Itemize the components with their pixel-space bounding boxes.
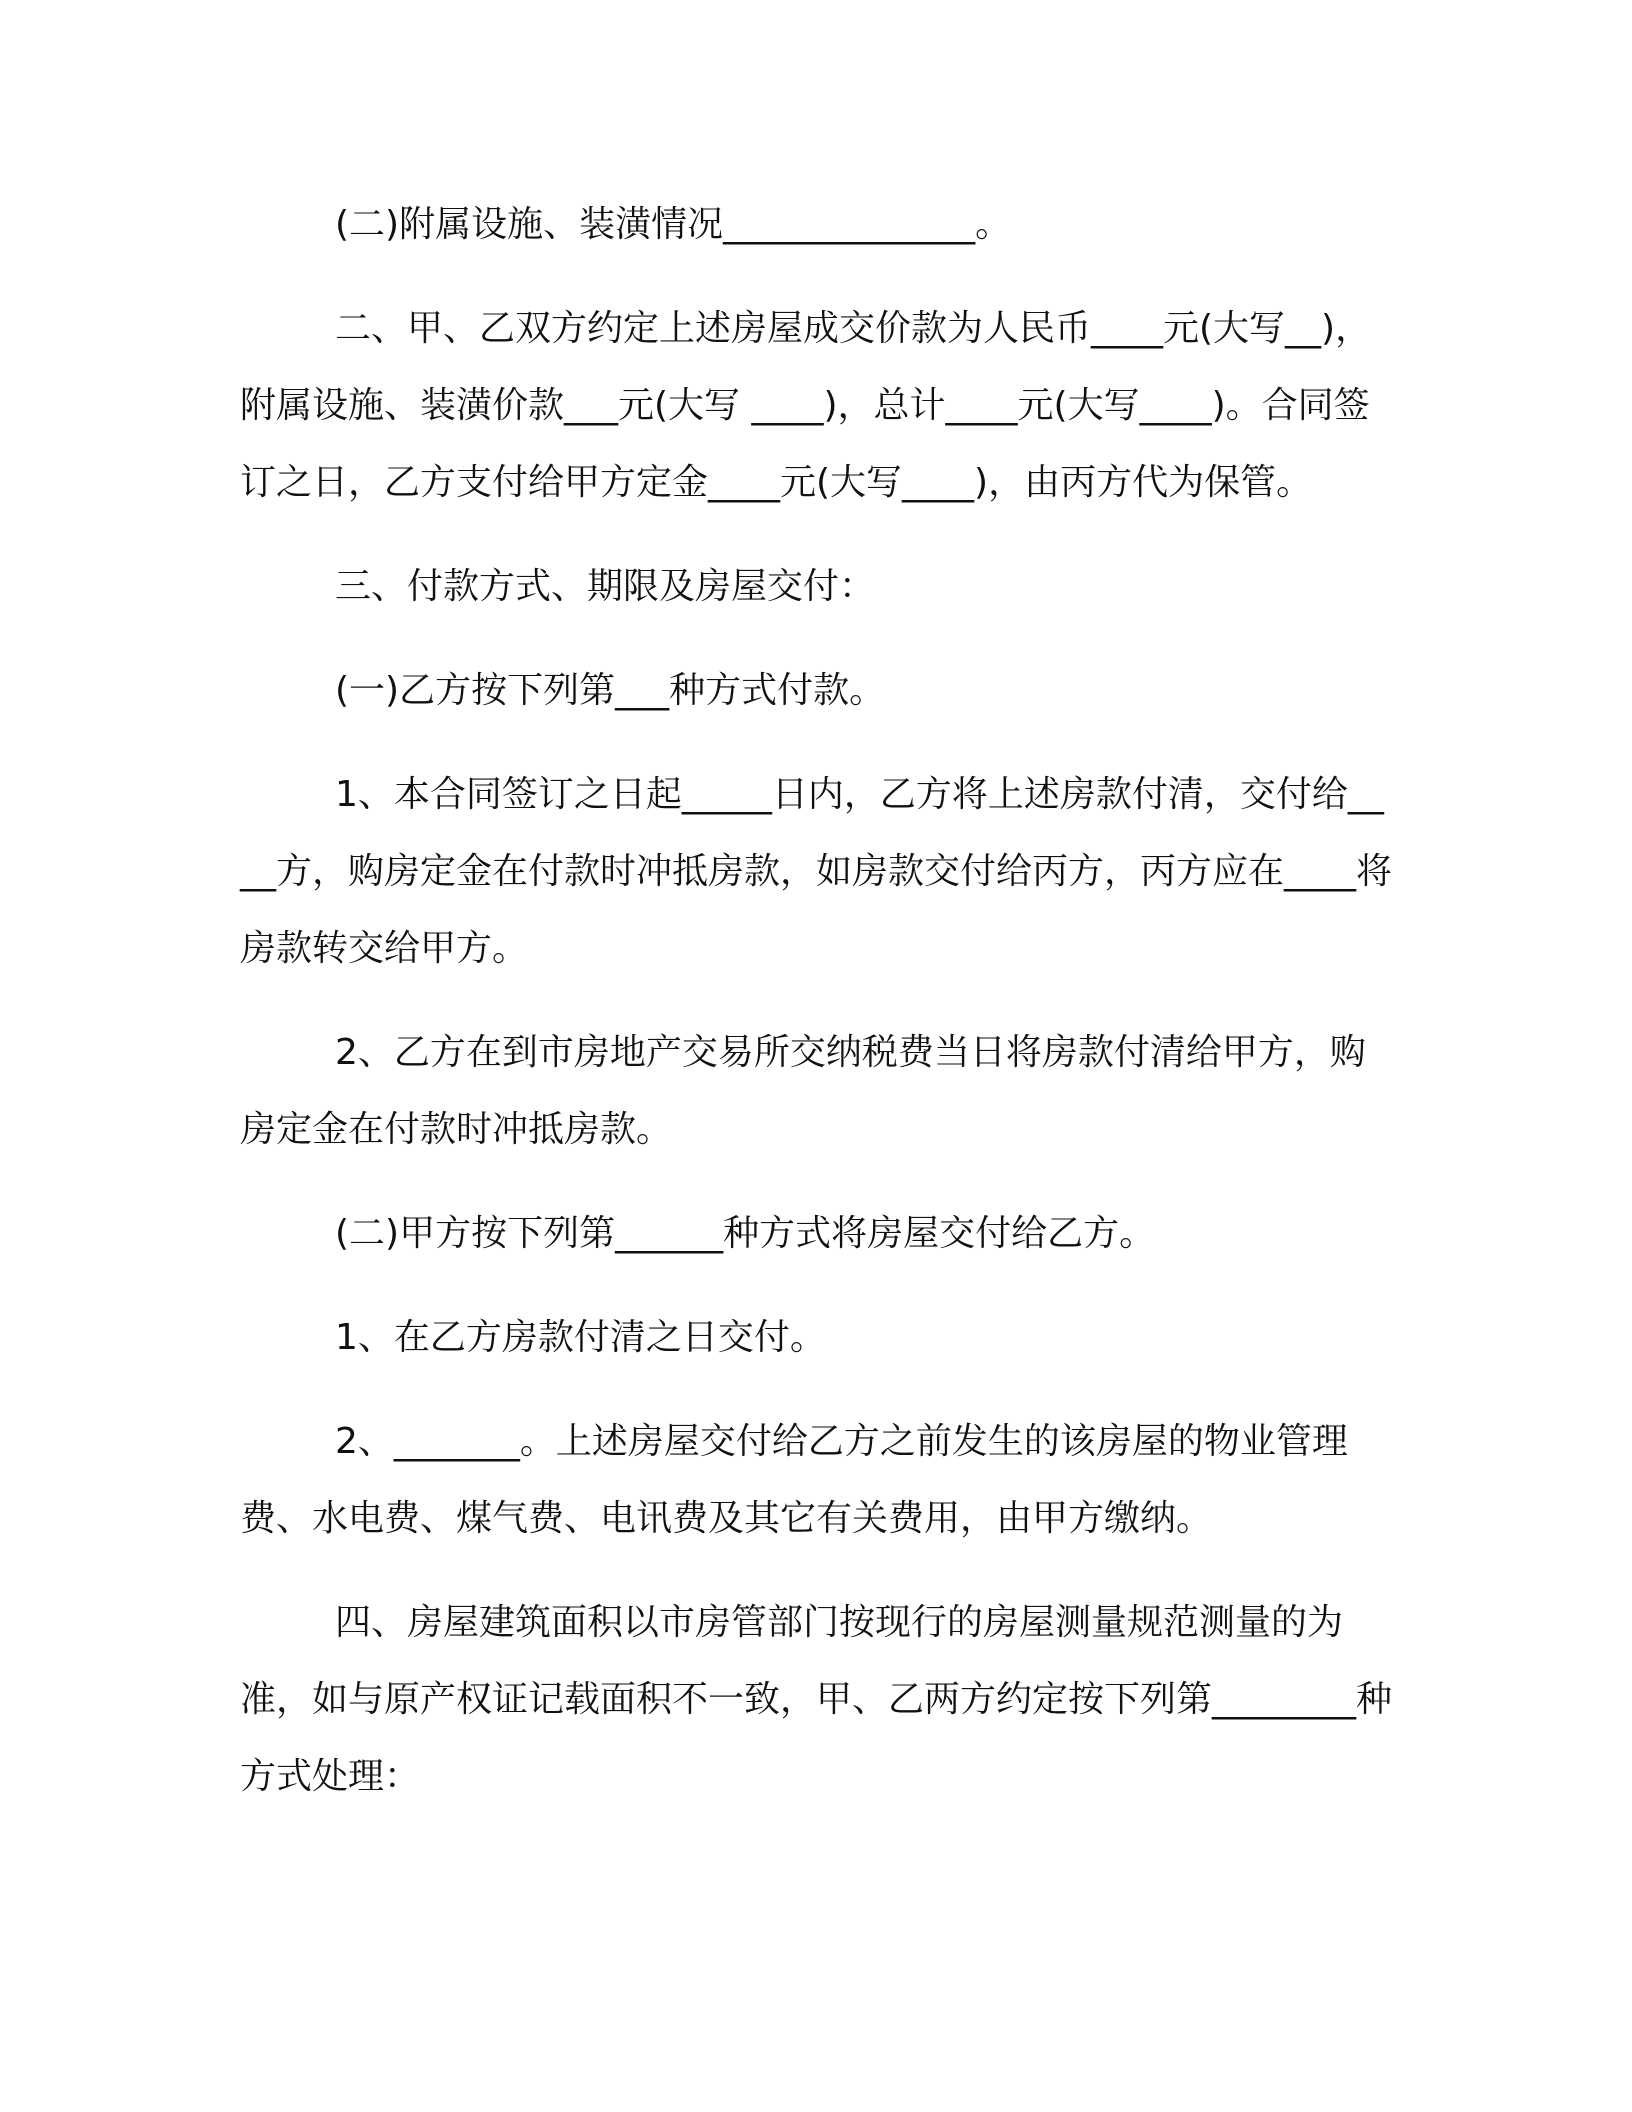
paragraph-gap: [240, 1168, 1400, 1195]
paragraph-gap: [240, 263, 1400, 290]
paragraph-gap: [240, 1557, 1400, 1584]
paragraph-payment-option-1: 1、本合同签订之日起_____日内，乙方将上述房款付清，交付给____方，购房定金在付款时冲抵房款，如房款交付给丙方，丙方应在____将房款转交给甲方。: [240, 774, 1393, 969]
document-body: [240, 186, 1400, 1815]
paragraph-gap: [240, 1376, 1400, 1403]
paragraph-payment-option-2: 2、乙方在到市房地产交易所交纳税费当日将房款付清给甲方，购房定金在付款时冲抵房款。: [240, 1032, 1366, 1150]
paragraph-payment-heading: 三、付款方式、期限及房屋交付：: [335, 566, 876, 607]
paragraph-gap: [240, 1272, 1400, 1299]
paragraph-price-agreement: 二、甲、乙双方约定上述房屋成交价款为人民币____元(大写__)，附属设施、装潢价款___元(大写 ____)，总计____元(大写____)。合同签订之日，乙方支付给甲方定金____元(大写____)，由丙方代为保管。: [240, 308, 1372, 503]
paragraph-delivery-option-2: 2、_______。上述房屋交付给乙方之前发生的该房屋的物业管理费、水电费、煤气费、电讯费及其它有关费用，由甲方缴纳。: [240, 1421, 1348, 1539]
paragraph-gap: [240, 987, 1400, 1014]
paragraph-gap: [240, 521, 1400, 548]
paragraph-gap: [240, 729, 1400, 756]
paragraph-attached-facilities: (二)附属设施、装潢情况______________。: [335, 204, 1012, 245]
paragraph-area-measurement: 四、房屋建筑面积以市房管部门按现行的房屋测量规范测量的为准，如与原产权证记载面积不一致，甲、乙两方约定按下列第________种方式处理：: [240, 1602, 1393, 1797]
paragraph-delivery-method: (二)甲方按下列第______种方式将房屋交付给乙方。: [335, 1213, 1156, 1254]
paragraph-delivery-option-1: 1、在乙方房款付清之日交付。: [335, 1317, 826, 1358]
paragraph-payment-method: (一)乙方按下列第___种方式付款。: [335, 670, 886, 711]
paragraph-gap: [240, 625, 1400, 652]
